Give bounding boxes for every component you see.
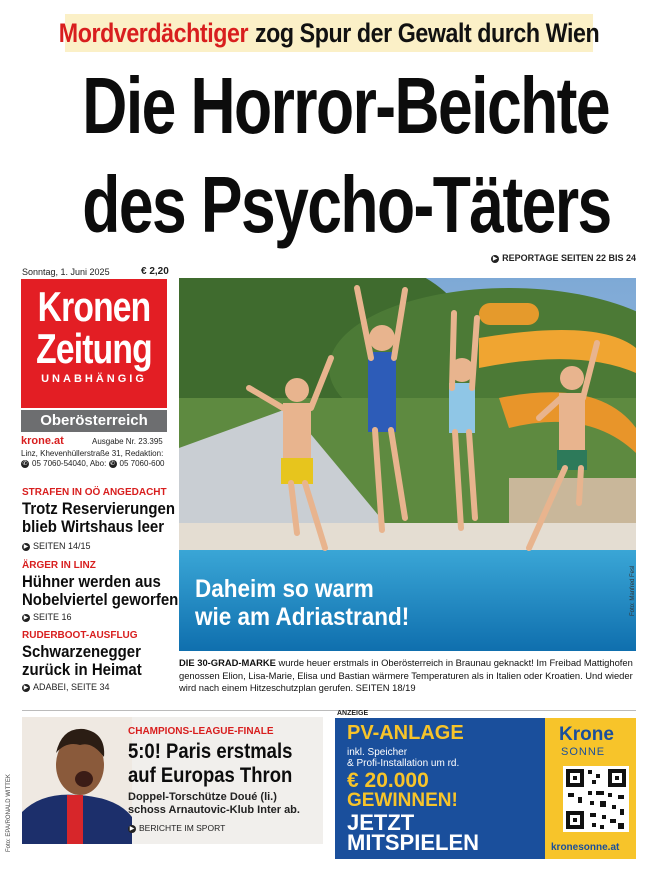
player-photo: [22, 717, 132, 844]
banner-red-text: Mordverdächtiger: [58, 17, 249, 48]
edition-number: Ausgabe Nr. 23.395: [92, 437, 163, 446]
story-kicker: ÄRGER IN LINZ: [22, 560, 96, 571]
headline-line-1[interactable]: Die Horror-Beichte: [82, 61, 610, 150]
arrow-icon: ▶: [23, 543, 29, 550]
story-headline[interactable]: zurück in Heimat: [22, 660, 142, 679]
sport-subline: Doppel-Torschütze Doué (li.) schoss Arnautovic-Klub Inter ab.: [128, 791, 300, 816]
krone-sonne-ad[interactable]: [335, 718, 636, 859]
ad-brand-sub: SONNE: [561, 746, 606, 758]
sport-kicker: CHAMPIONS-LEAGUE-FINALE: [128, 726, 274, 737]
reportage-ref[interactable]: ▶ REPORTAGE SEITEN 22 BIS 24: [492, 253, 636, 263]
arrow-icon: ▶: [492, 255, 498, 262]
story-headline[interactable]: Schwarzenegger: [22, 642, 141, 661]
story-kicker: RUDERBOOT-AUSFLUG: [22, 630, 138, 641]
ad-cta: JETZT: [347, 810, 415, 835]
ad-brand: Krone: [559, 724, 614, 745]
ad-url[interactable]: kronesonne.at: [551, 842, 620, 853]
qr-code-pattern: [563, 766, 629, 832]
sport-ref[interactable]: ▶ BERICHTE IM SPORT: [129, 823, 226, 833]
ad-line: inkl. Speicher: [347, 747, 408, 758]
arrow-icon: ▶: [23, 614, 29, 621]
banner-text: zog Spur der Gewalt durch Wien: [254, 17, 600, 48]
story-headline[interactable]: blieb Wirtshaus leer: [22, 517, 165, 536]
arrow-icon: ▶: [23, 684, 29, 691]
story-headline[interactable]: Trotz Reservierungen: [22, 499, 175, 518]
address-line: Linz, Khevenhüllerstraße 31, Redaktion:: [21, 449, 164, 458]
sport-headline[interactable]: 5:0! Paris erstmals auf Europas Thron: [128, 740, 293, 787]
ad-label: ANZEIGE: [337, 710, 369, 717]
photo-caption: Daheim so warm wie am Adriastrand!: [195, 575, 410, 631]
phone-icon: ✆: [110, 460, 116, 467]
logo-word-kronen: Kronen: [37, 283, 151, 330]
story-ref[interactable]: ▶ ADABEI, SEITE 34: [23, 682, 110, 692]
ad-title: PV-ANLAGE: [347, 722, 464, 744]
ad-amount: € 20.000: [347, 769, 429, 792]
logo-word-zeitung: Zeitung: [36, 325, 152, 372]
story-headline[interactable]: Hühner werden aus: [22, 572, 161, 591]
story-kicker: STRAFEN IN OÖ ANGEDACHT: [22, 487, 167, 498]
photo-lead-text[interactable]: DIE 30-GRAD-MARKE wurde heuer erstmals in Oberösterreich in Braunau geknackt! Im Freibad Mattighofen genossen Elion, Lisa-Marie, Elisa und Bastian wärmere Temperaturen als in Italien oder Kroatien. Und wieder wird nach einem Hitzeschutzplan gerufen. SEITEN 18/19: [179, 657, 633, 693]
divider: [22, 710, 636, 711]
ad-line: & Profi-Installation um rd.: [347, 758, 460, 769]
story-ref[interactable]: ▶ SEITE 16: [23, 612, 72, 622]
photo-credit: Foto: Manfred Fesl: [630, 565, 636, 616]
top-banner[interactable]: [58, 14, 600, 52]
sport-photo-credit: Foto: EPA/RONALD WITTEK: [6, 774, 12, 852]
ad-win: GEWINNEN!: [347, 790, 458, 811]
qr-code-icon[interactable]: [563, 766, 629, 832]
issue-date: Sonntag, 1. Juni 2025: [22, 267, 110, 277]
ad-cta: MITSPIELEN: [347, 830, 480, 855]
phone-icon: ✆: [22, 460, 28, 467]
site-link[interactable]: krone.at: [21, 435, 64, 447]
story-ref[interactable]: ▶ SEITEN 14/15: [23, 541, 91, 551]
logo-tagline: UNABHÄNGIG: [41, 373, 147, 385]
story-headline[interactable]: Nobelviertel geworfen: [22, 590, 179, 609]
region-label: Oberösterreich: [21, 410, 167, 432]
phone-line: ✆ 05 7060-54040, Abo: ✆ 05 7060-600: [22, 459, 165, 468]
kronen-zeitung-logo[interactable]: [21, 279, 167, 408]
headline-line-2[interactable]: des Psycho-Täters: [82, 160, 611, 249]
arrow-icon: ▶: [129, 825, 135, 832]
issue-price: € 2,20: [141, 266, 169, 277]
